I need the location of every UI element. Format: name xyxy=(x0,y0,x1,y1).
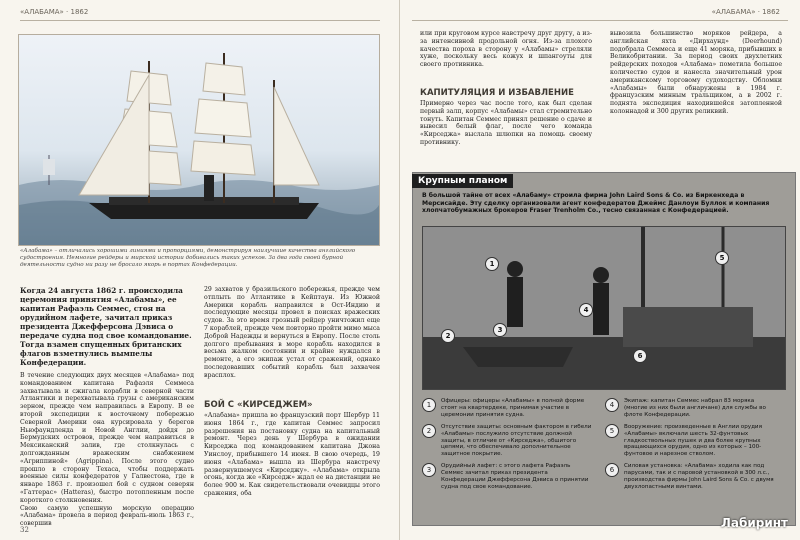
body-column-2b: «Алабама» пришла во французский порт Шербур 11 июня 1864 г., где капитан Семмес запросил разрешения на постановку судна на капитальный ремонт. Через день у Шербура в ожидании Кирседжа под командованием капитана Джона Уинслоу, прибывшего 14 июня. В свою очередь, 19 июня «Алабама» вышла из Шербура навстречу развернувшемуся «Кирседжу». «Алабама» открыла огонь, когда же «Кирседж» ждал ее на дистанции не более 900 м. Как свидетельствовали очевидцы этого сражения, оба xyxy=(204,412,380,497)
ship-drawing xyxy=(19,35,379,245)
header-rule xyxy=(20,20,380,21)
archival-photo xyxy=(422,226,786,390)
legend-item: 5 Вооружение: произведенные в Англии орудия «Алабамы» включали шесть 32-фунтовых гладкоствольных пушек и два более крупных вращающихся орудия, одно из которых – 100-фунтовое и нарезное стволом. xyxy=(605,424,777,459)
header-rule xyxy=(412,20,788,21)
lead-paragraph: Когда 24 августа 1862 г. происходила церемония принятия «Алабамы», ее капитан Рафаэль Семмес, стоя на орудийном лафете, зачитал приказ президента Джефферсона Дэвиса о передаче судна под свое командование. Тогда взамен спущенных британских флагов взметнулись вымпелы Конфедерации. xyxy=(20,286,192,367)
panel-intro: В большой тайне от всех «Алабаму» строила фирма John Laird Sons & Co. из Биркенхеда в Мерсисайде. Эту сделку организовали агент конфедератов Джеймс Данлоуи Буллок и компания хлопчатобумажных брокеров Fraser Trenholm Co., тесно связанная с Конфедерацией. xyxy=(422,192,770,215)
marker-3: 3 xyxy=(493,323,507,337)
body-column-2: вывозила большинство моряков рейдера, а английская яхта «Дирхаунд» (Deerhound) подобрала Семмеса и еще 41 моряка, прибывших в Великобритании. За период своих двухлетних рейдерских походов «Алабама» пометила большое количество судов и нанесла значительный урон американскому торговому судоходству. Обломки «Алабамы» были обнаружены в 1984 г. французским минным тральщиком, а в 2002 г. поднята экспедиция находившейся затопленной колоннадой и 300 других реликвий. xyxy=(610,30,782,115)
page-header: «АЛАБАМА» · 1862 xyxy=(711,8,780,16)
legend-item: 2 Отсутствие защиты: основным фактором в гибели «Алабамы» послужило отсутствие должной защиты, в отличие от «Кирседжа», обшитого цепями, что обеспечивало дополнительное защитное покрытие. xyxy=(422,424,594,459)
photo-drawing xyxy=(423,227,785,389)
section-heading: КАПИТУЛЯЦИЯ И ИЗБАВЛЕНИЕ xyxy=(420,88,574,98)
marker-6: 6 xyxy=(633,349,647,363)
body-column-2a: 29 захватов у бразильского побережья, прежде чем отплыть по Атлантике в Кейптаун. Из Южной Америки корабль направился в Ост-Индию и последующие месяцы провел в поисках вражеских судов. За это время грозный рейдер уничтожил еще 7 кораблей, прежде чем повторно пройти мимо мыса Доброй Надежды и вернуться в Европу. После столь долгого пребывания в море корабль находился в весьма жалком состоянии и крайне нуждался в ремонте, а его экипаж устал от сражений, однако последовавших событий корабль был захвачен врасплох. xyxy=(204,286,380,379)
body-column-1b: Примерно через час после того, как был сделан первый залп, корпус «Алабамы» стал стремительно тонуть. Капитан Семмес принял решение о сдаче и вывесил белый флаг, после чего команда «Кирседжа» выслала шлюпки на помощь своему противнику. xyxy=(420,100,592,146)
ship-illustration xyxy=(18,34,380,246)
legend-item: 6 Силовая установка: «Алабама» ходила как под парусами, так и с паровой установкой в 300 л.с., производства фирмы John Laird Sons & Co. с двумя двухлопастными винтами. xyxy=(605,463,777,491)
marker-1: 1 xyxy=(485,257,499,271)
section-heading: БОЙ С «КИРСЕДЖЕМ» xyxy=(204,400,313,410)
illustration-caption: «Алабама» – отличались хорошими линиями и пропорциями, демонстрируя наилучшие качества английского судостроения. Немногие рейдеры и мирской истории добивались таких успехов. За два года своей бурной деятельности судно ни разу не бросало якорь в портах Конфедерации. xyxy=(20,248,356,268)
watermark-logo: Лабиринт xyxy=(720,516,788,530)
legend-item: 3 Орудийный лафет: с этого лафета Рафаэль Семмес зачитал приказ президента Конфедерации Джефферсона Дэвиса о принятии судна под свое командование. xyxy=(422,463,594,491)
body-column-1: В течение следующих двух месяцев «Алабама» под командованием капитана Рафаэля Семмеса захватывала и сжигала корабли в северной части Атлантики и перехватывала грузы с американским зерном, прежде чем направилась в Европу. В ее второй экспедиции к восточному побережью Северной Америки она курсировала у берегов Ньюфаундленда и Новой Англии, дойдя до Бермудских островов, прежде чем направиться в Мексиканский залив, где столкнулась с долгожданным вражеским снабжением «Агриппиной» (Agrippina). После этого судно прошло в сторону Техаса, чтобы поддержать военные силы конфедератов у Галвестона, где в январе 1863 г. произошел бой с судном северян «Гаттерас» (Hatteras), быстро потопленным после короткого столкновения. Свою самую успешную морскую операцию «Алабама» провела в период февраль-июль 1863 г., совершив xyxy=(20,372,194,528)
panel-title: Крупным планом xyxy=(412,174,513,188)
legend-item: 4 Экипаж: капитан Семмес набрал 83 моряка (многие из них были англичане) для службы во флоте Конфедерации. xyxy=(605,398,777,419)
body-column-1: или при круговом курсе навстречу друг другу, а из-за интенсивной продольной огня. Из-за плохого качества пороха в сторону у «Алабамы» стреляли хуже, поскольку весь кожух и шпангоуты для своего противника. xyxy=(420,30,592,69)
legend-left xyxy=(422,398,594,496)
legend-right xyxy=(605,398,777,496)
marker-5: 5 xyxy=(715,251,729,265)
marker-4: 4 xyxy=(579,303,593,317)
page-header: «АЛАБАМА» · 1862 xyxy=(20,8,89,16)
page-number: 32 xyxy=(20,526,29,534)
legend-item: 1 Офицеры: офицеры «Алабамы» в полной форме стоят на квартердеке, принимая участие в церемонии принятия судна. xyxy=(422,398,594,419)
marker-2: 2 xyxy=(441,329,455,343)
right-page xyxy=(400,0,800,540)
